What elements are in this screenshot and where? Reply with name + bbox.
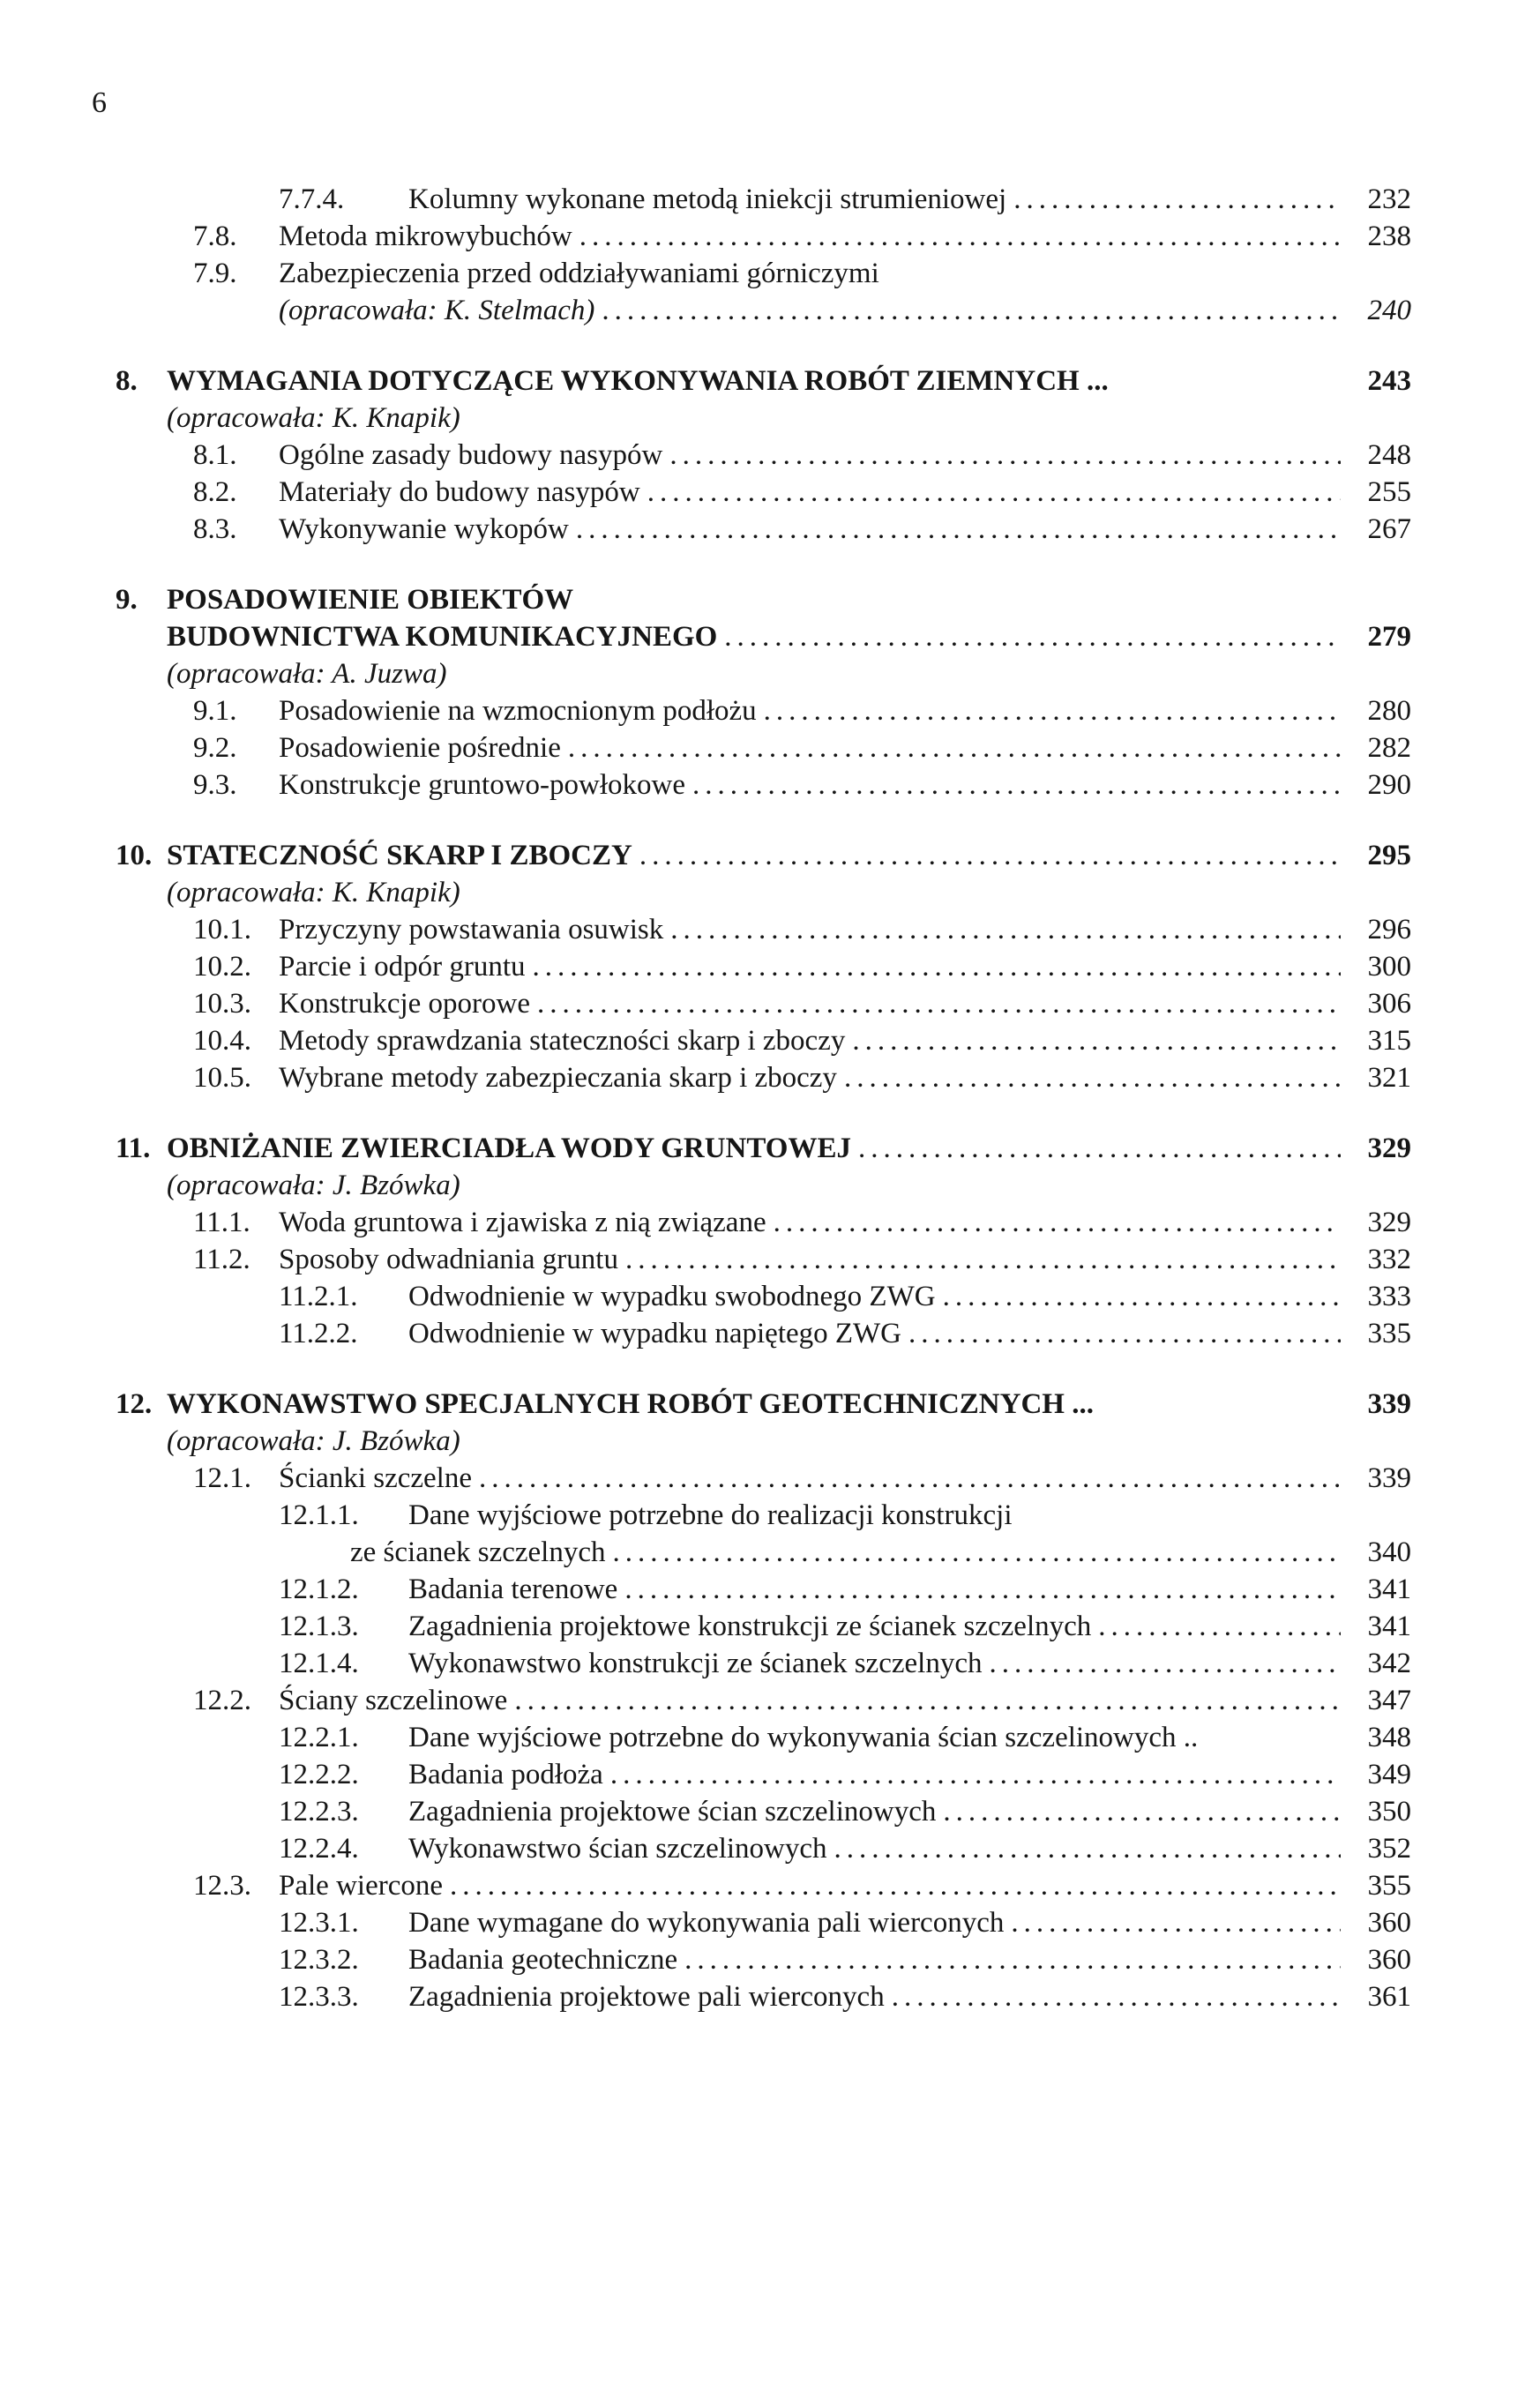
toc-row — [279, 1793, 1411, 1830]
toc-row — [193, 729, 1411, 766]
toc-entry-number: 10.3. — [193, 988, 251, 1020]
toc-entry-page: 333 — [1367, 1281, 1411, 1312]
toc-entry-page: 360 — [1367, 1907, 1411, 1939]
toc-entry-title: Przyczyny powstawania osuwisk — [279, 914, 664, 946]
toc-entry-title: Ogólne zasady budowy nasypów — [279, 439, 663, 471]
toc-entry-title: Pale wiercone — [279, 1870, 443, 1902]
toc-entry-number: 12.1.4. — [279, 1648, 359, 1679]
dot-leader — [858, 1130, 1341, 1167]
toc-entry-number: 7.9. — [193, 258, 237, 289]
toc-entry-page: 295 — [1367, 840, 1411, 871]
toc-entry-page: 238 — [1367, 221, 1411, 252]
toc-row — [167, 655, 1411, 692]
toc-row — [193, 911, 1411, 948]
toc-entry-number: 11. — [116, 1132, 151, 1164]
dot-leader — [943, 1793, 1341, 1830]
toc-row — [116, 837, 1411, 874]
toc-entry-page: 306 — [1367, 988, 1411, 1020]
toc-entry-number: 8. — [116, 365, 138, 397]
toc-entry-title: Materiały do budowy nasypów — [279, 476, 640, 508]
toc-entry-number: 12. — [116, 1388, 153, 1420]
toc-entry-number: 7.7.4. — [279, 183, 345, 215]
toc-row — [279, 1830, 1411, 1867]
toc-entry-title: Zagadnienia projektowe pali wierconych — [408, 1981, 885, 2013]
dot-leader — [479, 1460, 1341, 1497]
toc-entry-page: 350 — [1367, 1796, 1411, 1828]
toc-row — [279, 1608, 1411, 1645]
dot-leader — [989, 1645, 1341, 1682]
dot-leader — [576, 511, 1341, 548]
dot-leader — [1098, 1608, 1341, 1645]
toc-row — [193, 218, 1411, 255]
toc-entry-number: 12.1.1. — [279, 1499, 359, 1531]
toc-entry-title: Odwodnienie w wypadku swobodnego ZWG — [408, 1281, 936, 1312]
toc-entry-title: ze ścianek szczelnych — [350, 1536, 606, 1568]
toc-row — [193, 948, 1411, 985]
toc-entry-page: 243 — [1367, 365, 1411, 397]
toc-entry-page: 342 — [1367, 1648, 1411, 1679]
toc-entry-number: 12.3. — [193, 1870, 251, 1902]
toc-entry-title: BUDOWNICTWA KOMUNIKACYJNEGO — [167, 621, 718, 653]
toc-row — [167, 618, 1411, 655]
toc-row — [350, 1534, 1411, 1571]
toc-entry-title: Metody sprawdzania stateczności skarp i zboczy — [279, 1025, 846, 1057]
toc-entry-title: STATECZNOŚĆ SKARP I ZBOCZY — [167, 840, 632, 871]
toc-row — [193, 1059, 1411, 1096]
toc-entry-page: 341 — [1367, 1611, 1411, 1642]
toc-entry-title: Metoda mikrowybuchów — [279, 221, 572, 252]
toc-row — [167, 874, 1411, 911]
dot-leader — [943, 1278, 1341, 1315]
toc-entry-number: 12.2.1. — [279, 1722, 359, 1753]
toc-entry-title: Badania podłoża — [408, 1759, 603, 1790]
toc-entry-title: Dane wymagane do wykonywania pali wierconych — [408, 1907, 1005, 1939]
toc-row — [116, 363, 1411, 400]
dot-leader — [602, 292, 1341, 329]
toc-entry-title: (opracowała: K. Stelmach) — [279, 295, 595, 326]
dot-leader — [844, 1059, 1341, 1096]
toc-entry-number: 7.8. — [193, 221, 237, 252]
toc-entry-title: (opracowała: J. Bzówka) — [167, 1425, 460, 1457]
toc-entry-page: 232 — [1367, 183, 1411, 215]
toc-row — [193, 1460, 1411, 1497]
toc-entry-title: Wykonawstwo ścian szczelinowych — [408, 1833, 827, 1865]
toc-row — [279, 1941, 1411, 1978]
toc-row — [193, 1204, 1411, 1241]
toc-entry-title: Zagadnienia projektowe konstrukcji ze ścianek szczelnych — [408, 1611, 1092, 1642]
toc-entry-number: 9. — [116, 584, 138, 616]
toc-entry-page: 255 — [1367, 476, 1411, 508]
toc-row — [279, 1904, 1411, 1941]
toc-entry-page: 280 — [1367, 695, 1411, 727]
toc-entry-page: 347 — [1367, 1685, 1411, 1716]
dot-leader — [450, 1867, 1341, 1904]
toc-row — [193, 1241, 1411, 1278]
toc-entry-page: 329 — [1367, 1207, 1411, 1238]
dot-leader — [892, 1978, 1341, 2015]
toc-entry-page: 329 — [1367, 1132, 1411, 1164]
toc-entry-number: 10.1. — [193, 914, 251, 946]
toc-entry-page: 282 — [1367, 732, 1411, 764]
toc-entry-title: Zabezpieczenia przed oddziaływaniami górniczymi — [279, 258, 879, 289]
toc-row — [167, 1423, 1411, 1460]
dot-leader — [724, 618, 1341, 655]
toc-entry-title: Wybrane metody zabezpieczania skarp i zboczy — [279, 1062, 837, 1094]
toc-row — [279, 292, 1411, 329]
toc-row — [279, 1571, 1411, 1608]
toc-entry-title: Zagadnienia projektowe ścian szczelinowych — [408, 1796, 937, 1828]
toc-entry-title: Badania terenowe — [408, 1573, 618, 1605]
toc-entry-number: 11.2. — [193, 1244, 250, 1275]
toc-entry-title: (opracowała: K. Knapik) — [167, 402, 460, 434]
toc-entry-title: (opracowała: A. Juzwa) — [167, 658, 447, 690]
toc-row — [116, 1386, 1411, 1423]
toc-entry-number: 8.3. — [193, 513, 237, 545]
toc-entry-number: 10.2. — [193, 951, 251, 983]
toc-entry-page: 335 — [1367, 1318, 1411, 1349]
toc-entry-title: Dane wyjściowe potrzebne do wykonywania ścian szczelinowych .. — [408, 1722, 1199, 1753]
toc-entry-page: 300 — [1367, 951, 1411, 983]
toc-entry-title: Wykonywanie wykopów — [279, 513, 569, 545]
toc-entry-page: 349 — [1367, 1759, 1411, 1790]
toc-entry-number: 10.5. — [193, 1062, 251, 1094]
toc-entry-title: Konstrukcje gruntowo-powłokowe — [279, 769, 686, 801]
toc-row — [193, 1682, 1411, 1719]
toc-entry-title: Badania geotechniczne — [408, 1944, 678, 1976]
toc-entry-title: Ściany szczelinowe — [279, 1685, 508, 1716]
dot-leader — [692, 766, 1341, 804]
toc-entry-number: 8.2. — [193, 476, 237, 508]
toc-entry-page: 332 — [1367, 1244, 1411, 1275]
toc-entry-number: 12.3.3. — [279, 1981, 359, 2013]
toc-entry-title: WYMAGANIA DOTYCZĄCE WYKONYWANIA ROBÓT ZIEMNYCH ... — [167, 365, 1109, 397]
toc-row — [193, 437, 1411, 474]
dot-leader — [625, 1241, 1341, 1278]
toc-entry-number: 12.2.4. — [279, 1833, 359, 1865]
toc-entry-page: 321 — [1367, 1062, 1411, 1094]
toc-row — [193, 1867, 1411, 1904]
toc-entry-title: Woda gruntowa i zjawiska z nią związane — [279, 1207, 766, 1238]
dot-leader — [568, 729, 1341, 766]
toc-entry-title: Sposoby odwadniania gruntu — [279, 1244, 618, 1275]
dot-leader — [537, 985, 1341, 1022]
dot-leader — [670, 911, 1341, 948]
toc-entry-number: 12.1.2. — [279, 1573, 359, 1605]
toc-row — [193, 1022, 1411, 1059]
toc-entry-number: 12.2. — [193, 1685, 251, 1716]
dot-leader — [684, 1941, 1341, 1978]
toc-row — [167, 400, 1411, 437]
toc-entry-page: 360 — [1367, 1944, 1411, 1976]
toc-entry-number: 12.3.2. — [279, 1944, 359, 1976]
toc-row — [279, 1719, 1411, 1756]
toc-entry-number: 12.1.3. — [279, 1611, 359, 1642]
toc-row — [193, 766, 1411, 804]
toc-row — [116, 1130, 1411, 1167]
toc-entry-number: 12.2.2. — [279, 1759, 359, 1790]
toc-entry-title: Ścianki szczelne — [279, 1462, 472, 1494]
toc-entry-page: 339 — [1367, 1462, 1411, 1494]
toc-row — [279, 1756, 1411, 1793]
toc-entry-title: OBNIŻANIE ZWIERCIADŁA WODY GRUNTOWEJ — [167, 1132, 851, 1164]
toc-entry-title: POSADOWIENIE OBIEKTÓW — [167, 584, 574, 616]
toc-row — [193, 474, 1411, 511]
toc-row — [193, 985, 1411, 1022]
toc-entry-page: 290 — [1367, 769, 1411, 801]
toc-entry-title: (opracowała: K. Knapik) — [167, 877, 460, 908]
toc-entry-number: 10.4. — [193, 1025, 251, 1057]
toc-entry-title: Wykonawstwo konstrukcji ze ścianek szczelnych — [408, 1648, 983, 1679]
toc-entry-number: 11.2.1. — [279, 1281, 358, 1312]
dot-leader — [610, 1756, 1341, 1793]
toc-row — [167, 1167, 1411, 1204]
toc-entry-page: 296 — [1367, 914, 1411, 946]
toc-entry-page: 267 — [1367, 513, 1411, 545]
toc-entry-number: 9.2. — [193, 732, 237, 764]
toc-entry-page: 248 — [1367, 439, 1411, 471]
dot-leader — [624, 1571, 1341, 1608]
toc-entry-page: 361 — [1367, 1981, 1411, 2013]
toc-entry-number: 9.3. — [193, 769, 237, 801]
dot-leader — [764, 692, 1341, 729]
dot-leader — [908, 1315, 1341, 1352]
page-number: 6 — [92, 86, 107, 119]
dot-leader — [669, 437, 1341, 474]
toc-entry-title: Kolumny wykonane metodą iniekcji strumieniowej — [408, 183, 1007, 215]
toc-row — [193, 511, 1411, 548]
toc-entry-number: 11.1. — [193, 1207, 250, 1238]
toc-row — [279, 1645, 1411, 1682]
toc-entry-page: 352 — [1367, 1833, 1411, 1865]
toc-entry-title: Posadowienie pośrednie — [279, 732, 561, 764]
toc-row — [193, 255, 1411, 292]
dot-leader — [579, 218, 1341, 255]
toc-row — [116, 581, 1411, 618]
dot-leader — [639, 837, 1341, 874]
dot-leader — [514, 1682, 1341, 1719]
toc-entry-page: 355 — [1367, 1870, 1411, 1902]
toc-entry-number: 8.1. — [193, 439, 237, 471]
toc-entry-title: Konstrukcje oporowe — [279, 988, 531, 1020]
toc-entry-title: Posadowienie na wzmocnionym podłożu — [279, 695, 757, 727]
toc-entry-page: 279 — [1367, 621, 1411, 653]
toc-entry-title: Odwodnienie w wypadku napiętego ZWG — [408, 1318, 902, 1349]
toc-row — [279, 1497, 1411, 1534]
dot-leader — [1013, 181, 1341, 218]
dot-leader — [774, 1204, 1341, 1241]
toc-row — [279, 181, 1411, 218]
toc-entry-number: 11.2.2. — [279, 1318, 358, 1349]
toc-entry-page: 341 — [1367, 1573, 1411, 1605]
toc-entry-page: 348 — [1367, 1722, 1411, 1753]
dot-leader — [647, 474, 1341, 511]
toc-entry-page: 240 — [1367, 295, 1411, 326]
toc-entry-number: 12.2.3. — [279, 1796, 359, 1828]
toc-entry-title: WYKONAWSTWO SPECJALNYCH ROBÓT GEOTECHNICZNYCH ... — [167, 1388, 1094, 1420]
dot-leader — [1011, 1904, 1341, 1941]
toc-entry-title: (opracowała: J. Bzówka) — [167, 1170, 460, 1201]
toc-row — [193, 692, 1411, 729]
toc-row — [279, 1315, 1411, 1352]
dot-leader — [852, 1022, 1341, 1059]
dot-leader — [613, 1534, 1342, 1571]
toc-list — [116, 181, 1411, 2015]
toc-entry-number: 10. — [116, 840, 153, 871]
toc-entry-page: 315 — [1367, 1025, 1411, 1057]
toc-entry-title: Dane wyjściowe potrzebne do realizacji konstrukcji — [408, 1499, 1013, 1531]
toc-row — [279, 1278, 1411, 1315]
toc-row — [279, 1978, 1411, 2015]
toc-entry-title: Parcie i odpór gruntu — [279, 951, 526, 983]
toc-entry-page: 340 — [1367, 1536, 1411, 1568]
toc-entry-number: 12.3.1. — [279, 1907, 359, 1939]
dot-leader — [533, 948, 1341, 985]
toc-entry-page: 339 — [1367, 1388, 1411, 1420]
toc-entry-number: 9.1. — [193, 695, 237, 727]
dot-leader — [834, 1830, 1341, 1867]
toc-entry-number: 12.1. — [193, 1462, 251, 1494]
